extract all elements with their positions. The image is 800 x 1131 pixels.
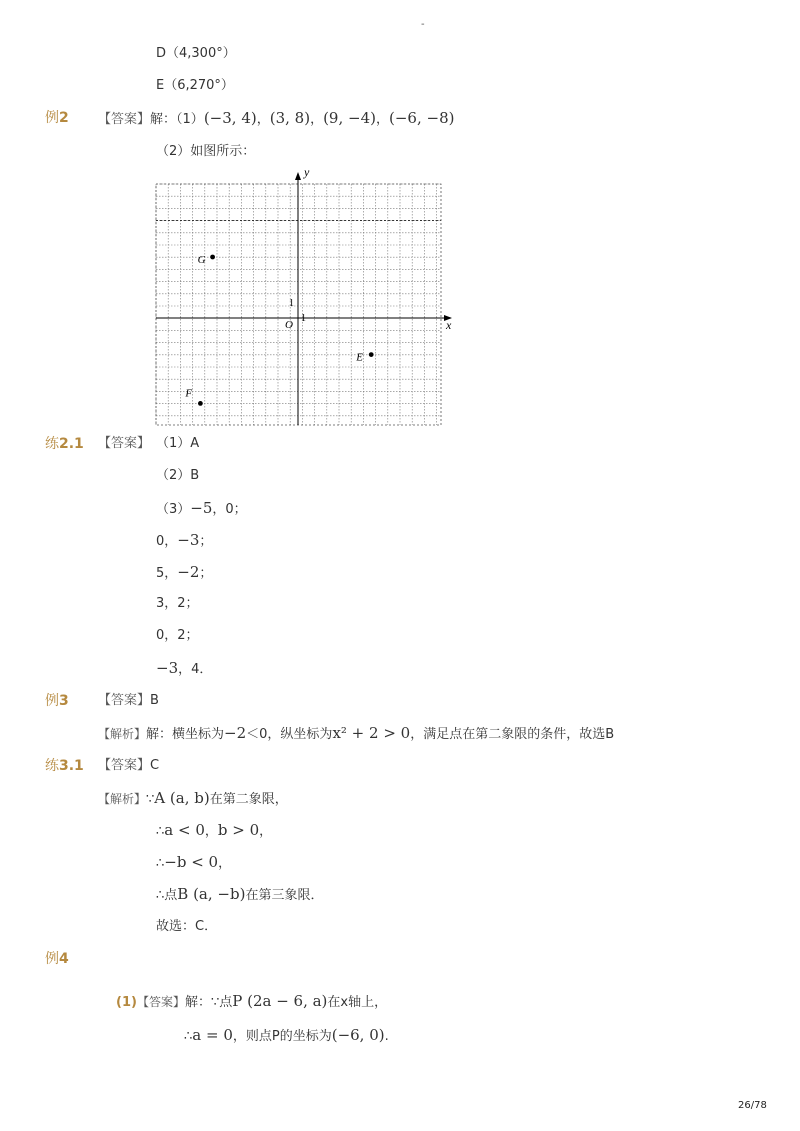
line-pre: （1）A (156, 436, 200, 451)
analysis-line-5: 故选：C． (156, 919, 218, 934)
answer-bracket: 【答案】 (136, 995, 185, 1009)
line-math: b > 0 (217, 821, 260, 839)
example-2-answer-line (98, 109, 454, 129)
line-post: 在第二象限， (209, 792, 288, 807)
answer-bracket: 【答案】 (98, 436, 151, 451)
example-label-num: 4 (59, 951, 69, 967)
example-3-label (45, 692, 69, 710)
point-e-text: E（6,270°） (156, 78, 234, 93)
analysis-line-1 (98, 789, 288, 809)
coord-4: (−6, −8) (389, 109, 455, 127)
practice-label-char: 练 (45, 436, 59, 452)
line-post: 在第三象限． (245, 888, 324, 903)
line-mid: ， (204, 824, 218, 839)
example-2-label (45, 109, 69, 127)
answer-line-1 (156, 435, 199, 453)
example-4-line-1 (116, 992, 387, 1012)
y-axis-label: y (304, 165, 310, 179)
analysis-line-4 (156, 885, 323, 905)
line-pre: 解：∵点 (184, 995, 233, 1010)
line-pre: ∴ (184, 1029, 193, 1044)
sub-question-label: (1) (116, 995, 137, 1010)
line-pre: ∴ (156, 824, 165, 839)
answer-bracket: 【答案】 (98, 758, 151, 773)
example-4-line-2 (184, 1026, 389, 1046)
analysis-bracket: 【解析】 (98, 792, 147, 806)
coordinate-plane (150, 164, 460, 429)
example-label-num: 2 (59, 110, 69, 126)
analysis-math-2: x² + 2 > 0 (332, 724, 411, 742)
analysis-math-1: −2 (224, 724, 247, 742)
example-3-answer (98, 692, 159, 710)
coord-2: (3, 8) (269, 109, 311, 127)
answer-line-7 (156, 627, 199, 645)
separator: ， (375, 112, 389, 127)
analysis-text-3: ，满足点在第二象限的条件，故选B (410, 727, 615, 742)
line-math: a < 0 (164, 821, 205, 839)
point-d-text: D（4,300°） (156, 46, 236, 61)
line-math: P (2a − 6, a) (232, 992, 328, 1010)
x-tick-label: 1 (301, 313, 306, 324)
answer-value: C (150, 758, 160, 773)
example-label-char: 例 (45, 110, 59, 126)
analysis-line-2 (156, 821, 272, 841)
y-tick-label: 1 (289, 298, 294, 309)
line-mid: ，则点P的坐标为 (232, 1029, 332, 1044)
answer-line-8 (156, 659, 212, 679)
line-post: ； (199, 566, 213, 581)
analysis-text-2: ＜0，纵坐标为 (246, 727, 333, 742)
header-dash: - (421, 19, 425, 30)
example-label-char: 例 (45, 693, 59, 709)
practice-label-num: 3.1 (59, 758, 84, 774)
practice-3-1-answer (98, 757, 159, 775)
origin-label: O (285, 319, 293, 331)
line-pre: ∴点 (156, 888, 178, 903)
line-pre: 3，2； (156, 596, 199, 611)
practice-label-num: 2.1 (59, 436, 84, 452)
separator: ， (256, 112, 270, 127)
answer-line-5 (156, 563, 212, 583)
line-math: a = 0 (192, 1026, 233, 1044)
points-layer (184, 254, 373, 406)
line-post: ，4． (178, 662, 213, 677)
point-g (210, 255, 215, 260)
line-post: . (384, 1029, 389, 1044)
analysis-bracket: 【解析】 (98, 727, 147, 741)
line-pre: 5， (156, 566, 178, 581)
coord-1: (−3, 4) (203, 109, 257, 127)
line-post: ，0； (212, 502, 247, 517)
analysis-line-3 (156, 853, 231, 873)
line-pre: （3） (156, 502, 191, 517)
practice-label-char: 练 (45, 758, 59, 774)
line-math: −2 (177, 563, 200, 581)
line-pre: 0， (156, 534, 178, 549)
line-post: 在x轴上， (327, 995, 388, 1010)
line-post: ； (199, 534, 213, 549)
point-e-label: E (356, 351, 363, 364)
line-math: A (a, b) (154, 789, 210, 807)
line-math: −3 (177, 531, 200, 549)
example-label-num: 3 (59, 693, 69, 709)
example-3-analysis (98, 724, 614, 744)
line-math: −3 (156, 659, 179, 677)
point-f (198, 401, 203, 406)
point-e (369, 352, 374, 357)
x-axis-label: x (446, 318, 452, 332)
point-f-label: F (185, 387, 193, 400)
separator: ， (310, 112, 324, 127)
answer-value: B (150, 693, 159, 708)
point-g-label: G (197, 254, 206, 266)
example-label-char: 例 (45, 951, 59, 967)
part-2-label: （2）如图所示： (156, 144, 256, 159)
line-post: ， (259, 824, 273, 839)
answer-bracket: 【答案】 (98, 693, 151, 708)
analysis-text-1: 解：横坐标为 (146, 727, 225, 742)
page-number: 26/78 (738, 1100, 767, 1111)
line-post: ， (218, 856, 232, 871)
line-math: −5 (190, 499, 213, 517)
answer-bracket: 【答案】 (98, 112, 151, 127)
line-pre: 0，2； (156, 628, 199, 643)
jie-text: 解： (150, 112, 177, 127)
coord-3: (9, −4) (323, 109, 376, 127)
line-math: B (a, −b) (177, 885, 246, 903)
line-math: −b < 0 (164, 853, 219, 871)
example-4-label (45, 950, 69, 968)
line-pre: ∵ (146, 792, 155, 807)
line-pre: （2）B (156, 468, 200, 483)
answer-line-4 (156, 531, 212, 551)
practice-2-1-label (45, 435, 84, 453)
part-1-label: （1） (176, 112, 204, 127)
answer-line-2 (156, 467, 199, 485)
line-pre: ∴ (156, 856, 165, 871)
y-axis-arrow (295, 172, 301, 180)
answer-line-3 (156, 499, 247, 519)
practice-3-1-label (45, 757, 84, 775)
answer-line-6 (156, 595, 199, 613)
line-math: (−6, 0) (331, 1026, 385, 1044)
